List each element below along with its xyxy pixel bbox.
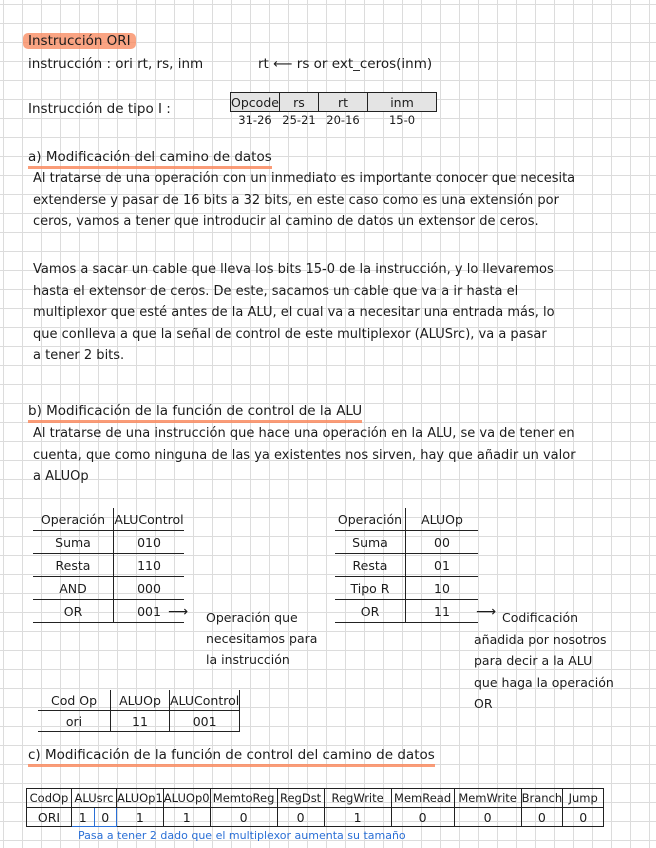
format-bits: 31-26 [238, 113, 272, 127]
section-b-heading: b) Modificación de la función de control de la ALU [28, 403, 362, 419]
table-row: Resta 110 [33, 554, 184, 577]
signal-value: 0 [454, 808, 521, 827]
signal-value: 1 [117, 808, 164, 827]
text-line: cuenta, que como ninguna de las ya existentes nos sirven, hay que añadir un valor [33, 447, 576, 463]
signal-header: MemRead [391, 789, 454, 808]
text-line: Vamos a sacar un cable que lleva los bits 15-0 de la instrucción, y lo llevaremos [33, 262, 554, 277]
signal-value: 0 [94, 808, 117, 827]
signal-header: ALUOp1 [117, 789, 164, 808]
section-c-heading: c) Modificación de la función de control del camino de datos [28, 747, 435, 763]
table-header: Operación [335, 508, 406, 531]
text-line: Operación que [206, 610, 298, 625]
signal-value: 1 [163, 808, 210, 827]
format-bits: 20-16 [326, 113, 360, 127]
signal-header: CodOp [27, 789, 72, 808]
text-line: a tener 2 bits. [33, 348, 125, 363]
signal-header: RegDst [277, 789, 324, 808]
signal-value: 1 [72, 808, 95, 827]
signal-value: ORI [27, 808, 72, 827]
format-field: Opcode [231, 94, 279, 110]
text-line: Al tratarse de una instrucción que hace una operación en la ALU, se va de tener en [33, 426, 575, 441]
instruction-syntax: instrucción : ori rt, rs, inm [28, 56, 204, 72]
section-a-paragraph-1 [33, 168, 621, 233]
text-line: Codificación [502, 610, 579, 625]
instruction-semantics: rt ⟵ rs or ext_ceros(inm) [258, 56, 433, 72]
aluop-table [335, 508, 478, 623]
signal-header: RegWrite [324, 789, 391, 808]
text-line: que haga la operación [474, 674, 614, 690]
signal-value: 0 [277, 808, 324, 827]
text-line: añadida por nosotros [474, 631, 607, 647]
format-bits: 25-21 [282, 113, 316, 127]
format-field: rs [280, 93, 319, 112]
table-row: Resta 01 [335, 554, 478, 577]
table-row: Suma 010 [33, 531, 184, 554]
note-encoding [474, 607, 644, 715]
table-header: Operación [33, 508, 114, 531]
arrow-right-icon: ⟶ [476, 604, 497, 620]
instruction-type-label: Instrucción de tipo I : [28, 101, 171, 117]
table-row: ori 11 001 [38, 711, 240, 732]
table-header: ALUControl [114, 508, 185, 531]
signal-value: 0 [210, 808, 277, 827]
signal-value: 0 [563, 808, 604, 827]
text-line: a ALUOp [33, 469, 89, 484]
text-line: la instrucción [206, 652, 290, 667]
signal-header: MemWrite [454, 789, 521, 808]
arrow-right-icon: ⟶ [168, 604, 189, 620]
table-row: OR 11 [335, 600, 478, 623]
table-row: Tipo R 10 [335, 577, 478, 600]
text-line: que conlleva a que la señal de control de este multiplexor (ALUSrc), va a pasar [33, 326, 547, 342]
codop-table [38, 690, 240, 732]
table-header: ALUOp [406, 508, 479, 531]
instruction-format-table [230, 92, 437, 128]
signal-header: Branch [521, 789, 563, 808]
text-line: para decir a la ALU [474, 653, 593, 668]
text-line: hasta el extensor de ceros. De este, sacamos un cable que va a ir hasta el [33, 283, 519, 299]
format-bits: 15-0 [388, 113, 416, 127]
signal-value: 0 [391, 808, 454, 827]
text-line: extenderse y pasar de 16 bits a 32 bits, en este caso como es una extensión por [33, 192, 559, 208]
signal-value: 1 [324, 808, 391, 827]
text-line: necesitamos para [206, 631, 318, 646]
signal-header: MemtoReg [210, 789, 277, 808]
signal-header: ALUsrc [72, 789, 117, 808]
format-field: rt [319, 93, 368, 112]
note-operation [206, 607, 346, 670]
section-a-paragraph-2 [33, 259, 621, 367]
text-line: ceros, vamos a tener que introducir al camino de datos un extensor de ceros. [33, 214, 539, 229]
signal-value: 0 [521, 808, 563, 827]
signal-header: Jump [563, 789, 604, 808]
table-header: ALUControl [170, 690, 240, 711]
page-title: Instrucción ORI [28, 33, 136, 49]
text-line: Al tratarse de una operación con un inmediato es importante conocer que necesita [33, 171, 576, 186]
table-row: OR 001 [33, 600, 184, 623]
table-row: AND 000 [33, 577, 184, 600]
text-line: OR [474, 696, 493, 711]
alusrc-note: Pasa a tener 2 dado que el multiplexor aumenta su tamaño [78, 829, 406, 842]
table-header: ALUOp [111, 690, 170, 711]
section-a-heading: a) Modificación del camino de datos [28, 149, 272, 165]
signal-header: ALUOp0 [163, 789, 210, 808]
control-signals-table [26, 788, 604, 827]
alu-control-table [33, 508, 184, 623]
table-row [27, 808, 604, 827]
format-field: inm [368, 93, 437, 112]
text-line: multiplexor que esté antes de la ALU, el cual va a necesitar una entrada más, lo [33, 305, 555, 320]
section-b-paragraph [33, 423, 621, 488]
table-header: Cod Op [38, 690, 111, 711]
table-row: Suma 00 [335, 531, 478, 554]
